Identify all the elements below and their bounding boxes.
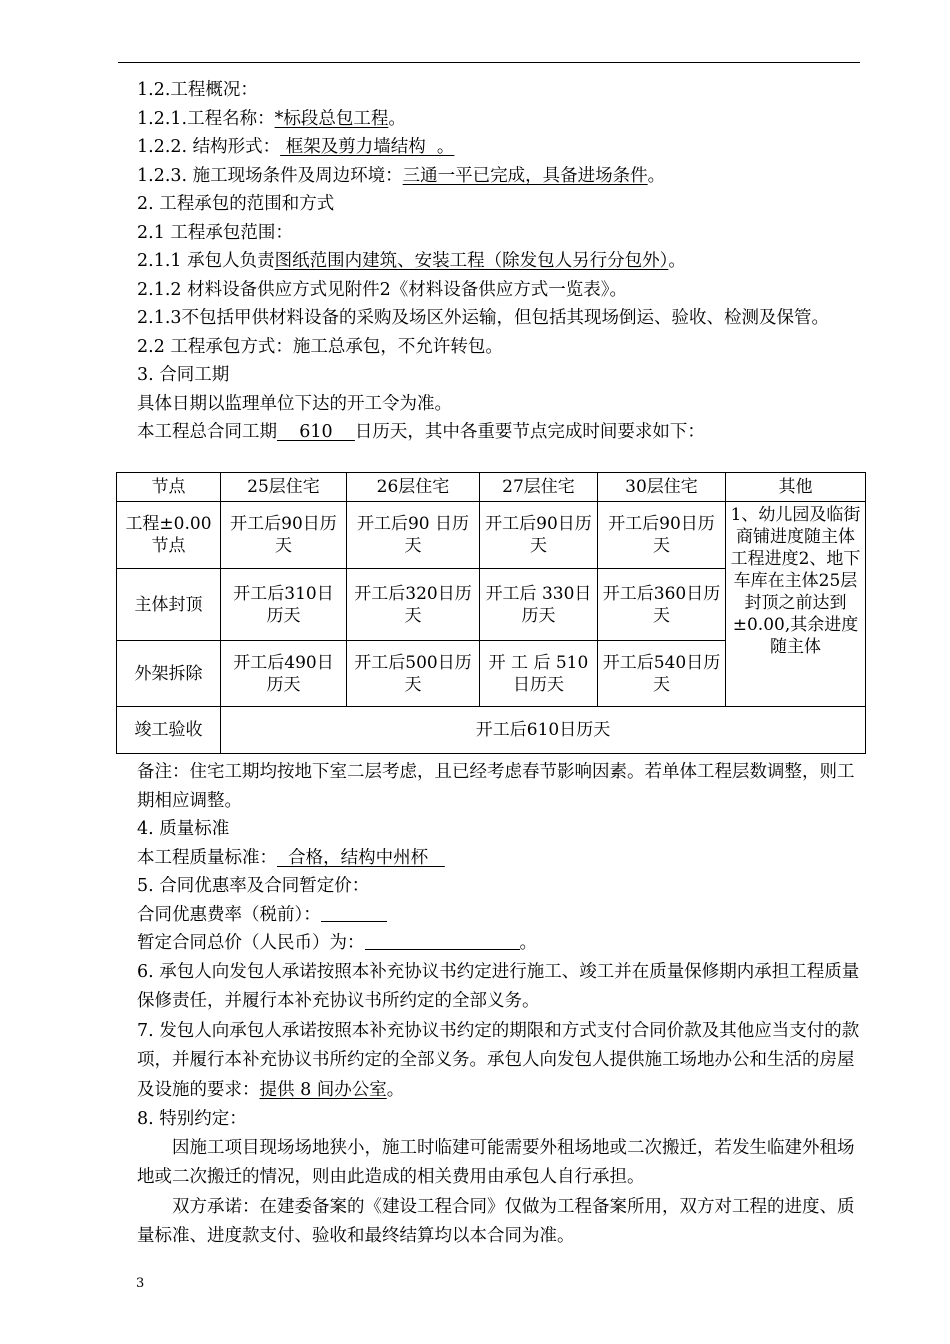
discount-rate-blank bbox=[321, 903, 387, 922]
section-2-heading: 2. 工程承包的范围和方式 bbox=[137, 194, 335, 214]
document-body-upper bbox=[137, 76, 862, 447]
site-condition-label: 1.2.3. 施工现场条件及周边环境： bbox=[137, 165, 403, 186]
contract-price-line bbox=[137, 929, 862, 958]
section-6-text: 6. 承包人向发包人承诺按照本补充协议书约定进行施工、竣工并在质量保修期内承担工程质量保修责任，并履行本补充协议书所约定的全部义务。 bbox=[137, 961, 860, 1011]
schedule-note: 备注：住宅工期均按地下室二层考虑，且已经考虑春节影响因素。若单体工程层数调整，则工期相应调整。 bbox=[137, 762, 855, 811]
section-1-2-heading: 1.2.工程概况： bbox=[137, 80, 258, 100]
scope-item-1-label: 2.1.1 承包人负责 bbox=[137, 251, 275, 271]
table-cell: 开工后90日历天 bbox=[598, 502, 726, 569]
quality-standard-value: 合格，结构中州杯 bbox=[277, 847, 445, 868]
contract-price-blank bbox=[365, 931, 520, 950]
table-cell: 开工后490日历天 bbox=[221, 641, 347, 707]
completion-value: 开工后610日历天 bbox=[221, 707, 866, 754]
completion-node: 竣工验收 bbox=[117, 707, 221, 754]
other-notes-cell: 1、幼儿园及临街商铺进度随主体工程进度2、地下车库在主体25层封顶之前达到±0.00,其余进度随主体 bbox=[726, 502, 866, 707]
table-cell: 开工后 330日历天 bbox=[480, 569, 598, 641]
row-node: 工程±0.00节点 bbox=[117, 502, 221, 569]
table-cell: 开工后310日历天 bbox=[221, 569, 347, 641]
office-requirement-suffix: 。 bbox=[386, 1079, 405, 1100]
header-building-25: 25层住宅 bbox=[221, 473, 347, 502]
table-header-row bbox=[117, 473, 866, 502]
quality-standard-line bbox=[137, 844, 862, 873]
page-number: 3 bbox=[136, 1276, 145, 1291]
scope-item-1 bbox=[137, 247, 862, 276]
project-name-label: 1.2.1.工程名称： bbox=[137, 108, 275, 129]
table-cell: 开工后540日历天 bbox=[598, 641, 726, 707]
structure-label: 1.2.2. 结构形式： bbox=[137, 137, 281, 157]
special-agreement-paragraph-1: 因施工项目现场场地狭小，施工时临建可能需要外租场地或二次搬迁，若发生临建外租场地或二次搬迁的情况，则由此造成的相关费用由承包人自行承担。 bbox=[137, 1137, 855, 1187]
contract-method: 2.2 工程承包方式：施工总承包，不允许转包。 bbox=[137, 336, 503, 357]
row-node: 主体封顶 bbox=[117, 569, 221, 641]
structure-value: 框架及剪力墙结构 。 bbox=[280, 137, 455, 157]
table-cell: 开工后320日历天 bbox=[347, 569, 480, 641]
scope-item-2: 2.1.2 材料设备供应方式见附件2《材料设备供应方式一览表》。 bbox=[137, 279, 627, 300]
total-duration-label: 本工程总合同工期 bbox=[137, 422, 277, 442]
project-name-suffix: 。 bbox=[388, 108, 406, 129]
scope-item-1-suffix: 。 bbox=[668, 251, 686, 271]
section-4-heading: 4. 质量标准 bbox=[137, 819, 230, 839]
header-building-27: 27层住宅 bbox=[480, 473, 598, 502]
section-7-body: 7. 发包人向承包人承诺按照本补充协议书约定的期限和方式支付合同价款及其他应当支付的款项，并履行本补充协议书所约定的全部义务。承包人向发包人提供施工场地办公和生活的房屋及设施的要求： bbox=[137, 1020, 860, 1100]
special-agreement-paragraph-2: 双方承诺：在建委备案的《建设工程合同》仅做为工程备案所用，双方对工程的进度、质量标准、进度款支付、验收和最终结算均以本合同为准。 bbox=[137, 1196, 855, 1246]
completion-row bbox=[117, 707, 866, 754]
table-cell: 开工后90 日历天 bbox=[347, 502, 480, 569]
header-rule bbox=[118, 62, 860, 63]
section-8-heading: 8. 特别约定： bbox=[137, 1109, 247, 1129]
section-5-heading: 5. 合同优惠率及合同暂定价： bbox=[137, 876, 370, 896]
table-cell: 开工后500日历天 bbox=[347, 641, 480, 707]
total-duration-line bbox=[137, 418, 862, 447]
start-date-text: 具体日期以监理单位下达的开工令为准。 bbox=[137, 393, 452, 414]
site-condition-line bbox=[137, 162, 862, 191]
table-cell: 开工后90日历天 bbox=[480, 502, 598, 569]
office-requirement-value: 提供 8 间办公室 bbox=[259, 1079, 387, 1100]
discount-rate-label: 合同优惠费率（税前）： bbox=[137, 904, 321, 925]
project-name-value: *标段总包工程 bbox=[274, 108, 389, 129]
total-duration-value: 610 bbox=[277, 422, 355, 442]
schedule-table bbox=[116, 472, 866, 754]
table-cell: 开 工 后 510日历天 bbox=[480, 641, 598, 707]
table-cell: 开工后360日历天 bbox=[598, 569, 726, 641]
scope-item-1-value: 图纸范围内建筑、安装工程（除发包人另行分包外） bbox=[274, 251, 669, 271]
header-node: 节点 bbox=[117, 473, 221, 502]
project-name-line bbox=[137, 105, 862, 134]
scope-heading: 2.1 工程承包范围： bbox=[137, 222, 293, 243]
table-row bbox=[117, 502, 866, 569]
contract-price-label: 暂定合同总价（人民币）为： bbox=[137, 933, 365, 953]
contract-price-suffix: 。 bbox=[519, 933, 537, 953]
quality-standard-label: 本工程质量标准： bbox=[137, 847, 277, 868]
section-7-text bbox=[137, 1017, 862, 1106]
structure-line bbox=[137, 133, 862, 162]
total-duration-suffix: 日历天，其中各重要节点完成时间要求如下： bbox=[354, 422, 705, 442]
table-cell: 开工后90日历天 bbox=[221, 502, 347, 569]
scope-item-3: 2.1.3不包括甲供材料设备的采购及场区外运输，但包括其现场倒运、验收、检测及保管。 bbox=[137, 308, 830, 328]
site-condition-value: 三通一平已完成，具备进场条件 bbox=[402, 165, 648, 186]
header-other: 其他 bbox=[726, 473, 866, 502]
section-3-heading: 3. 合同工期 bbox=[137, 365, 230, 385]
row-node: 外架拆除 bbox=[117, 641, 221, 707]
discount-rate-line bbox=[137, 901, 862, 930]
header-building-30: 30层住宅 bbox=[598, 473, 726, 502]
document-body-lower bbox=[137, 758, 862, 1252]
header-building-26: 26层住宅 bbox=[347, 473, 480, 502]
site-condition-suffix: 。 bbox=[647, 165, 666, 186]
